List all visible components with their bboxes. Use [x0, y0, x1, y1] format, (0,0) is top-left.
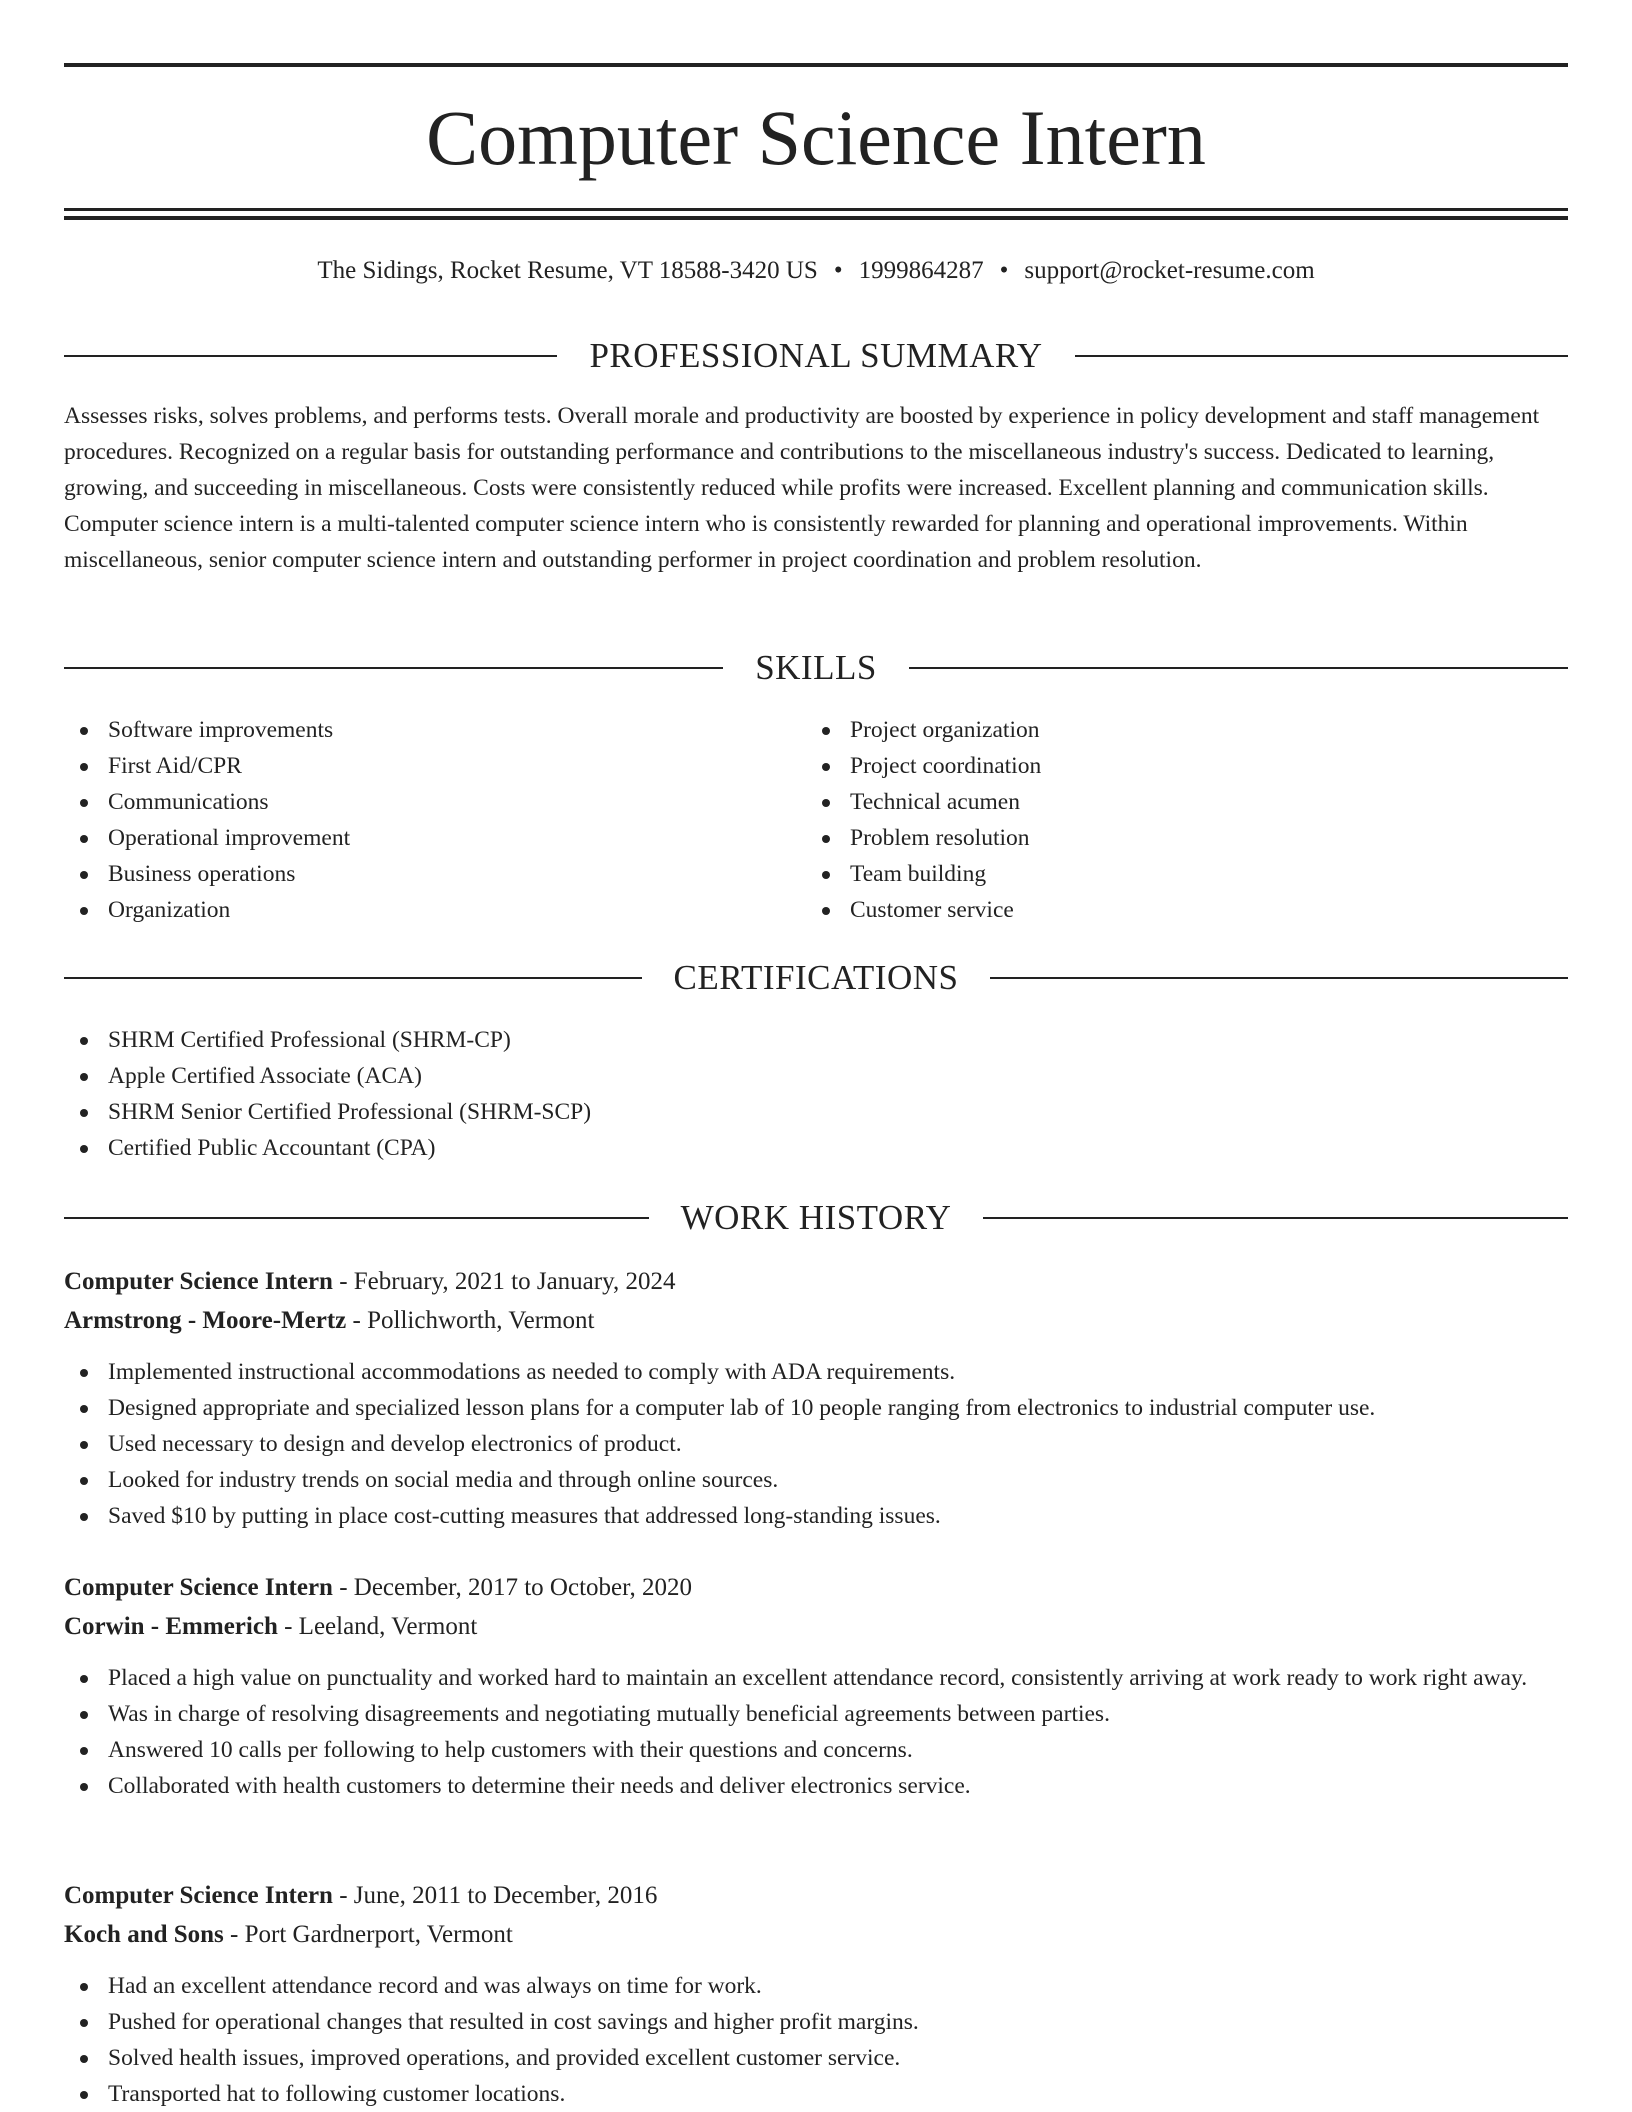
- job-company-line: [64, 1301, 1568, 1340]
- heading-rule-right: [909, 667, 1568, 669]
- skills-list-right: [806, 712, 1546, 928]
- contact-separator: •: [833, 257, 843, 284]
- job-dates: - June, 2011 to December, 2016: [332, 1882, 658, 1909]
- skills-heading-label: SKILLS: [755, 648, 877, 687]
- contact-address: The Sidings, Rocket Resume, VT 18588-3420 US: [317, 257, 818, 284]
- resume-title: Computer Science Intern: [426, 94, 1206, 181]
- job-bullet: Was in charge of resolving disagreements and negotiating mutually beneficial agreements between parties.: [64, 1696, 1568, 1732]
- heading-rule-left: [64, 1217, 649, 1219]
- top-rule: [64, 63, 1568, 67]
- job-bullets: [64, 1354, 1568, 1534]
- heading-rule-left: [64, 355, 557, 357]
- job-title-line: [64, 1262, 1568, 1301]
- certifications-section-heading: [64, 956, 1568, 1000]
- work-history-section-heading: [64, 1196, 1568, 1240]
- job-bullet: Implemented instructional accommodations as needed to comply with ADA requirements.: [64, 1354, 1568, 1390]
- job-bullet: Designed appropriate and specialized lesson plans for a computer lab of 10 people ranging from electronics to industrial computer use.: [64, 1390, 1568, 1426]
- title-rule-lower: [64, 216, 1568, 220]
- job-bullet: Transported hat to following customer locations.: [64, 2076, 1568, 2112]
- job-bullet: Used necessary to design and develop electronics of product.: [64, 1426, 1568, 1462]
- job-entry: [64, 1876, 1568, 2112]
- job-entry: [64, 1262, 1568, 1534]
- job-title: Computer Science Intern: [64, 1882, 333, 1909]
- job-bullets: [64, 1660, 1568, 1804]
- skill-item: First Aid/CPR: [64, 748, 804, 784]
- summary-text: Assesses risks, solves problems, and performs tests. Overall morale and productivity are boosted by experience in policy development and staff management procedures. Recognized on a regular basis for outstanding performance and contributions to the miscellaneous industry's success. Dedicated to learning, growing, and succeeding in miscellaneous. Costs were consistently reduced while profits were increased. Excellent planning and communication skills. Computer science intern is a multi-talented computer science intern who is consistently rewarded for planning and operational improvements. Within miscellaneous, senior computer science intern and outstanding performer in project coordination and problem resolution.: [64, 403, 1540, 573]
- skill-item: Problem resolution: [806, 820, 1546, 856]
- job-bullets: [64, 1968, 1568, 2112]
- skill-item: Organization: [64, 892, 804, 928]
- skill-item: Project organization: [806, 712, 1546, 748]
- certification-item: SHRM Senior Certified Professional (SHRM-SCP): [64, 1094, 1568, 1130]
- skills-section-heading: [64, 646, 1568, 690]
- certifications-heading-label: CERTIFICATIONS: [673, 958, 959, 997]
- job-bullet: Saved $10 by putting in place cost-cutting measures that addressed long-standing issues.: [64, 1498, 1568, 1534]
- certification-item: SHRM Certified Professional (SHRM-CP): [64, 1022, 1568, 1058]
- certification-item: Certified Public Accountant (CPA): [64, 1130, 1568, 1166]
- job-bullet: Solved health issues, improved operations, and provided excellent customer service.: [64, 2040, 1568, 2076]
- skill-item: Team building: [806, 856, 1546, 892]
- job-company: Armstrong - Moore-Mertz: [64, 1307, 347, 1334]
- job-bullet: Placed a high value on punctuality and worked hard to maintain an excellent attendance record, consistently arriving at work ready to work right away.: [64, 1660, 1568, 1696]
- heading-rule-left: [64, 667, 723, 669]
- job-entry: [64, 1568, 1568, 1804]
- job-bullet: Pushed for operational changes that resulted in cost savings and higher profit margins.: [64, 2004, 1568, 2040]
- skills-list-left: [64, 712, 804, 928]
- job-bullet: Looked for industry trends on social media and through online sources.: [64, 1462, 1568, 1498]
- contact-email: support@rocket-resume.com: [1024, 257, 1315, 284]
- job-title-line: [64, 1876, 1568, 1915]
- heading-rule-left: [64, 977, 642, 979]
- heading-rule-right: [990, 977, 1568, 979]
- contact-line: [64, 254, 1568, 288]
- heading-rule-right: [983, 1217, 1568, 1219]
- heading-rule-right: [1075, 355, 1568, 357]
- job-company-line: [64, 1607, 1568, 1646]
- job-bullet: Answered 10 calls per following to help customers with their questions and concerns.: [64, 1732, 1568, 1768]
- job-dates: - December, 2017 to October, 2020: [332, 1574, 692, 1601]
- job-title-line: [64, 1568, 1568, 1607]
- contact-separator: •: [999, 257, 1009, 284]
- skill-item: Operational improvement: [64, 820, 804, 856]
- contact-phone: 1999864287: [858, 257, 984, 284]
- title-rule-upper: [64, 208, 1568, 211]
- skill-item: Customer service: [806, 892, 1546, 928]
- skill-item: Technical acumen: [806, 784, 1546, 820]
- job-bullet: Collaborated with health customers to determine their needs and deliver electronics service.: [64, 1768, 1568, 1804]
- summary-heading-label: PROFESSIONAL SUMMARY: [589, 336, 1043, 375]
- summary-section-heading: [64, 334, 1568, 378]
- job-bullet: Had an excellent attendance record and was always on time for work.: [64, 1968, 1568, 2004]
- certification-item: Apple Certified Associate (ACA): [64, 1058, 1568, 1094]
- certifications-list: [64, 1022, 1568, 1166]
- skill-item: Software improvements: [64, 712, 804, 748]
- job-company: Corwin - Emmerich: [64, 1613, 278, 1640]
- job-location: - Pollichworth, Vermont: [346, 1307, 595, 1334]
- job-title: Computer Science Intern: [64, 1268, 333, 1295]
- skill-item: Business operations: [64, 856, 804, 892]
- job-company: Koch and Sons: [64, 1921, 224, 1948]
- job-location: - Port Gardnerport, Vermont: [223, 1921, 513, 1948]
- skill-item: Communications: [64, 784, 804, 820]
- job-location: - Leeland, Vermont: [277, 1613, 478, 1640]
- job-company-line: [64, 1915, 1568, 1954]
- skill-item: Project coordination: [806, 748, 1546, 784]
- work-heading-label: WORK HISTORY: [680, 1198, 952, 1237]
- job-title: Computer Science Intern: [64, 1574, 333, 1601]
- job-dates: - February, 2021 to January, 2024: [332, 1268, 676, 1295]
